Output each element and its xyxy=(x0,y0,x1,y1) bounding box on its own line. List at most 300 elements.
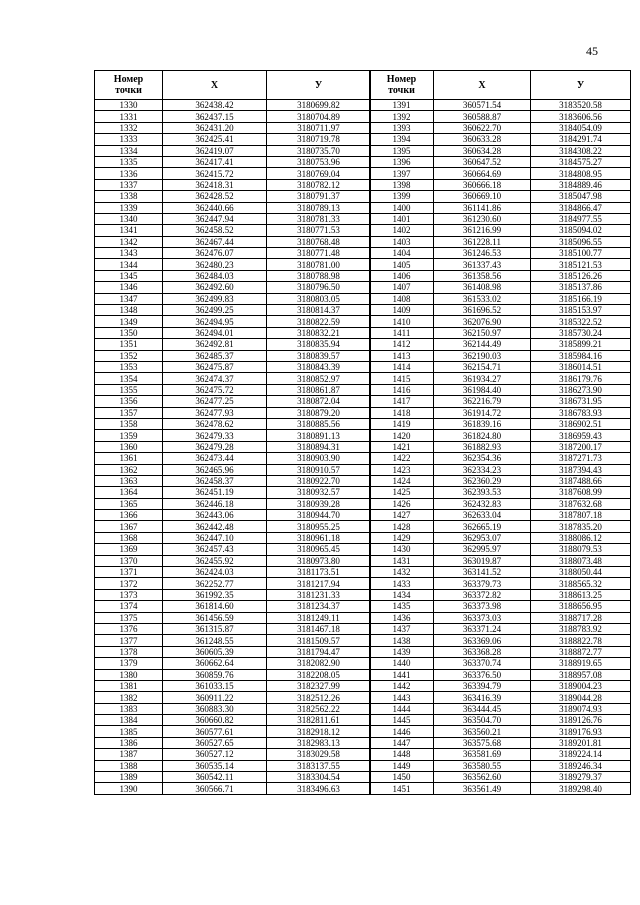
cell-x: 361033.15 xyxy=(163,680,267,691)
cell-x: 362499.25 xyxy=(163,305,267,316)
cell-y: 3180903.90 xyxy=(267,453,371,464)
cell-point-number: 1433 xyxy=(370,578,434,589)
cell-x: 363370.74 xyxy=(434,658,531,669)
table-row xyxy=(95,658,371,669)
table-row xyxy=(370,612,631,623)
cell-point-number: 1449 xyxy=(370,760,434,771)
cell-x: 361141.86 xyxy=(434,202,531,213)
cell-y: 3181467.18 xyxy=(267,623,371,634)
cell-x: 362144.49 xyxy=(434,339,531,350)
cell-point-number: 1337 xyxy=(95,179,163,190)
table-row xyxy=(95,396,371,407)
cell-y: 3180735.70 xyxy=(267,145,371,156)
cell-y: 3181794.47 xyxy=(267,646,371,657)
cell-point-number: 1357 xyxy=(95,407,163,418)
table-row xyxy=(95,646,371,657)
cell-y: 3180704.89 xyxy=(267,111,371,122)
cell-y: 3180791.37 xyxy=(267,191,371,202)
cell-y: 3184291.74 xyxy=(531,134,631,145)
cell-y: 3180891.13 xyxy=(267,430,371,441)
table-row xyxy=(95,692,371,703)
cell-point-number: 1375 xyxy=(95,612,163,623)
cell-y: 3180939.28 xyxy=(267,498,371,509)
table-row xyxy=(370,772,631,783)
cell-point-number: 1431 xyxy=(370,555,434,566)
table-row xyxy=(370,692,631,703)
cell-point-number: 1348 xyxy=(95,305,163,316)
cell-y: 3184808.95 xyxy=(531,168,631,179)
cell-x: 360605.39 xyxy=(163,646,267,657)
table-row xyxy=(95,191,371,202)
table-row xyxy=(95,521,371,532)
cell-x: 362425.41 xyxy=(163,134,267,145)
cell-x: 362431.20 xyxy=(163,122,267,133)
table-row xyxy=(370,453,631,464)
cell-point-number: 1422 xyxy=(370,453,434,464)
cell-point-number: 1414 xyxy=(370,361,434,372)
cell-x: 360883.30 xyxy=(163,703,267,714)
cell-x: 362428.52 xyxy=(163,191,267,202)
cell-x: 363373.03 xyxy=(434,612,531,623)
cell-y: 3182327.99 xyxy=(267,680,371,691)
cell-y: 3185121.53 xyxy=(531,259,631,270)
cell-x: 361934.27 xyxy=(434,373,531,384)
cell-point-number: 1427 xyxy=(370,510,434,521)
cell-x: 362995.97 xyxy=(434,544,531,555)
cell-y: 3186273.90 xyxy=(531,384,631,395)
cell-y: 3180861.87 xyxy=(267,384,371,395)
cell-x: 361992.35 xyxy=(163,589,267,600)
table-row xyxy=(370,418,631,429)
cell-x: 363416.39 xyxy=(434,692,531,703)
cell-y: 3180769.04 xyxy=(267,168,371,179)
cell-y: 3188919.65 xyxy=(531,658,631,669)
cell-point-number: 1392 xyxy=(370,111,434,122)
cell-y: 3188872.77 xyxy=(531,646,631,657)
cell-x: 362442.48 xyxy=(163,521,267,532)
cell-y: 3180885.56 xyxy=(267,418,371,429)
cell-point-number: 1345 xyxy=(95,270,163,281)
cell-point-number: 1367 xyxy=(95,521,163,532)
cell-point-number: 1429 xyxy=(370,532,434,543)
cell-y: 3180961.18 xyxy=(267,532,371,543)
coordinates-table-right xyxy=(369,70,631,795)
table-row xyxy=(95,407,371,418)
table-row xyxy=(370,715,631,726)
cell-point-number: 1351 xyxy=(95,339,163,350)
cell-y: 3180922.70 xyxy=(267,475,371,486)
cell-point-number: 1390 xyxy=(95,783,163,794)
cell-x: 362953.07 xyxy=(434,532,531,543)
cell-y: 3189224.14 xyxy=(531,749,631,760)
cell-y: 3187608.99 xyxy=(531,487,631,498)
table-body-right xyxy=(370,100,631,795)
cell-x: 361358.56 xyxy=(434,270,531,281)
cell-y: 3185096.55 xyxy=(531,236,631,247)
header-point-line2: точки xyxy=(388,85,415,96)
header-point-line2: точки xyxy=(115,85,142,96)
cell-y: 3186014.51 xyxy=(531,361,631,372)
table-row xyxy=(370,248,631,259)
table-row xyxy=(370,578,631,589)
cell-point-number: 1415 xyxy=(370,373,434,384)
cell-y: 3183520.58 xyxy=(531,100,631,111)
cell-point-number: 1386 xyxy=(95,737,163,748)
cell-point-number: 1409 xyxy=(370,305,434,316)
cell-x: 362665.19 xyxy=(434,521,531,532)
cell-x: 363562.60 xyxy=(434,772,531,783)
cell-y: 3187632.68 xyxy=(531,498,631,509)
cell-x: 363376.50 xyxy=(434,669,531,680)
cell-y: 3184308.22 xyxy=(531,145,631,156)
cell-y: 3187394.43 xyxy=(531,464,631,475)
cell-y: 3181217.94 xyxy=(267,578,371,589)
cell-x: 361814.60 xyxy=(163,601,267,612)
table-row xyxy=(95,726,371,737)
cell-point-number: 1405 xyxy=(370,259,434,270)
cell-point-number: 1424 xyxy=(370,475,434,486)
table-row xyxy=(370,145,631,156)
cell-x: 362447.10 xyxy=(163,532,267,543)
cell-x: 360662.64 xyxy=(163,658,267,669)
cell-point-number: 1382 xyxy=(95,692,163,703)
cell-point-number: 1420 xyxy=(370,430,434,441)
table-row xyxy=(370,658,631,669)
table-row xyxy=(370,134,631,145)
table-row xyxy=(95,601,371,612)
cell-x: 362334.23 xyxy=(434,464,531,475)
cell-point-number: 1425 xyxy=(370,487,434,498)
cell-point-number: 1437 xyxy=(370,623,434,634)
table-row xyxy=(370,589,631,600)
table-row xyxy=(370,270,631,281)
table-row xyxy=(95,669,371,680)
table-row xyxy=(95,589,371,600)
table-row xyxy=(95,248,371,259)
table-row xyxy=(95,339,371,350)
table-row xyxy=(370,669,631,680)
header-point-line1: Номер xyxy=(113,74,144,85)
cell-point-number: 1365 xyxy=(95,498,163,509)
cell-x: 363575.68 xyxy=(434,737,531,748)
cell-y: 3186783.93 xyxy=(531,407,631,418)
cell-y: 3185984.16 xyxy=(531,350,631,361)
table-row xyxy=(95,475,371,486)
cell-y: 3180788.98 xyxy=(267,270,371,281)
cell-x: 362393.53 xyxy=(434,487,531,498)
table-row xyxy=(95,715,371,726)
cell-y: 3187200.17 xyxy=(531,441,631,452)
cell-x: 362458.52 xyxy=(163,225,267,236)
cell-x: 360527.12 xyxy=(163,749,267,760)
cell-x: 360622.70 xyxy=(434,122,531,133)
cell-y: 3185899.21 xyxy=(531,339,631,350)
cell-x: 361315.87 xyxy=(163,623,267,634)
cell-x: 363372.82 xyxy=(434,589,531,600)
cell-x: 362437.15 xyxy=(163,111,267,122)
cell-y: 3189044.28 xyxy=(531,692,631,703)
cell-x: 361839.16 xyxy=(434,418,531,429)
cell-x: 360571.54 xyxy=(434,100,531,111)
cell-y: 3184889.46 xyxy=(531,179,631,190)
cell-y: 3180843.39 xyxy=(267,361,371,372)
cell-x: 361230.60 xyxy=(434,213,531,224)
cell-x: 362150.97 xyxy=(434,327,531,338)
cell-point-number: 1359 xyxy=(95,430,163,441)
cell-y: 3188822.78 xyxy=(531,635,631,646)
table-row xyxy=(95,510,371,521)
table-row xyxy=(370,635,631,646)
cell-y: 3182082.90 xyxy=(267,658,371,669)
cell-point-number: 1377 xyxy=(95,635,163,646)
cell-x: 363141.52 xyxy=(434,567,531,578)
cell-point-number: 1419 xyxy=(370,418,434,429)
cell-x: 362633.04 xyxy=(434,510,531,521)
cell-x: 362477.25 xyxy=(163,396,267,407)
cell-point-number: 1440 xyxy=(370,658,434,669)
table-row xyxy=(370,156,631,167)
cell-y: 3180910.57 xyxy=(267,464,371,475)
cell-y: 3180872.04 xyxy=(267,396,371,407)
table-row xyxy=(370,259,631,270)
cell-point-number: 1354 xyxy=(95,373,163,384)
cell-x: 360859.76 xyxy=(163,669,267,680)
cell-point-number: 1435 xyxy=(370,601,434,612)
cell-point-number: 1448 xyxy=(370,749,434,760)
cell-y: 3182208.05 xyxy=(267,669,371,680)
coordinates-table-left xyxy=(94,70,371,795)
cell-x: 363444.45 xyxy=(434,703,531,714)
table-row xyxy=(95,225,371,236)
cell-y: 3183029.58 xyxy=(267,749,371,760)
cell-point-number: 1432 xyxy=(370,567,434,578)
cell-point-number: 1411 xyxy=(370,327,434,338)
table-row xyxy=(95,122,371,133)
table-row xyxy=(370,407,631,418)
table-row xyxy=(95,737,371,748)
cell-x: 363373.98 xyxy=(434,601,531,612)
cell-y: 3184054.09 xyxy=(531,122,631,133)
table-row xyxy=(370,305,631,316)
cell-point-number: 1398 xyxy=(370,179,434,190)
cell-point-number: 1363 xyxy=(95,475,163,486)
cell-point-number: 1346 xyxy=(95,282,163,293)
table-row xyxy=(370,464,631,475)
cell-point-number: 1410 xyxy=(370,316,434,327)
cell-y: 3188957.08 xyxy=(531,669,631,680)
cell-x: 362360.29 xyxy=(434,475,531,486)
cell-x: 360666.18 xyxy=(434,179,531,190)
cell-y: 3185094.02 xyxy=(531,225,631,236)
cell-point-number: 1428 xyxy=(370,521,434,532)
cell-y: 3180719.78 xyxy=(267,134,371,145)
cell-point-number: 1447 xyxy=(370,737,434,748)
cell-point-number: 1340 xyxy=(95,213,163,224)
cell-y: 3180965.45 xyxy=(267,544,371,555)
cell-point-number: 1445 xyxy=(370,715,434,726)
cell-y: 3184575.27 xyxy=(531,156,631,167)
table-row xyxy=(95,202,371,213)
column-header-x: X xyxy=(163,71,267,100)
cell-point-number: 1378 xyxy=(95,646,163,657)
table-row xyxy=(95,350,371,361)
cell-y: 3188717.28 xyxy=(531,612,631,623)
table-row xyxy=(370,361,631,372)
table-row xyxy=(95,305,371,316)
cell-point-number: 1371 xyxy=(95,567,163,578)
cell-x: 362494.95 xyxy=(163,316,267,327)
cell-x: 362446.18 xyxy=(163,498,267,509)
cell-x: 362455.92 xyxy=(163,555,267,566)
table-row xyxy=(370,749,631,760)
cell-y: 3188565.32 xyxy=(531,578,631,589)
cell-point-number: 1361 xyxy=(95,453,163,464)
cell-y: 3188613.25 xyxy=(531,589,631,600)
cell-x: 362252.77 xyxy=(163,578,267,589)
cell-x: 362443.06 xyxy=(163,510,267,521)
table-row xyxy=(95,293,371,304)
cell-y: 3180803.05 xyxy=(267,293,371,304)
table-row xyxy=(95,111,371,122)
cell-y: 3189176.93 xyxy=(531,726,631,737)
cell-point-number: 1372 xyxy=(95,578,163,589)
cell-point-number: 1381 xyxy=(95,680,163,691)
cell-y: 3185166.19 xyxy=(531,293,631,304)
column-header-y: У xyxy=(267,71,371,100)
table-row xyxy=(370,111,631,122)
cell-y: 3185137.86 xyxy=(531,282,631,293)
cell-point-number: 1397 xyxy=(370,168,434,179)
cell-x: 362458.37 xyxy=(163,475,267,486)
cell-point-number: 1394 xyxy=(370,134,434,145)
table-row xyxy=(95,635,371,646)
table-row xyxy=(95,623,371,634)
cell-point-number: 1336 xyxy=(95,168,163,179)
cell-x: 361696.52 xyxy=(434,305,531,316)
cell-point-number: 1380 xyxy=(95,669,163,680)
cell-point-number: 1368 xyxy=(95,532,163,543)
cell-y: 3189201.81 xyxy=(531,737,631,748)
cell-y: 3187835.20 xyxy=(531,521,631,532)
table-row xyxy=(370,555,631,566)
cell-point-number: 1434 xyxy=(370,589,434,600)
cell-y: 3180973.80 xyxy=(267,555,371,566)
cell-x: 362447.94 xyxy=(163,213,267,224)
cell-x: 363394.79 xyxy=(434,680,531,691)
table-row xyxy=(95,418,371,429)
cell-point-number: 1364 xyxy=(95,487,163,498)
table-row xyxy=(370,544,631,555)
table-row xyxy=(370,168,631,179)
table-row xyxy=(370,339,631,350)
cell-point-number: 1349 xyxy=(95,316,163,327)
cell-x: 363580.55 xyxy=(434,760,531,771)
cell-y: 3182562.22 xyxy=(267,703,371,714)
table-row xyxy=(95,772,371,783)
cell-y: 3180822.59 xyxy=(267,316,371,327)
cell-x: 360633.28 xyxy=(434,134,531,145)
cell-y: 3184977.55 xyxy=(531,213,631,224)
table-row xyxy=(370,384,631,395)
column-header-point-number xyxy=(370,71,434,100)
table-row xyxy=(95,168,371,179)
cell-x: 363369.06 xyxy=(434,635,531,646)
cell-point-number: 1344 xyxy=(95,259,163,270)
cell-point-number: 1388 xyxy=(95,760,163,771)
cell-x: 363561.49 xyxy=(434,783,531,794)
table-row xyxy=(370,532,631,543)
cell-y: 3180789.13 xyxy=(267,202,371,213)
cell-point-number: 1369 xyxy=(95,544,163,555)
cell-point-number: 1426 xyxy=(370,498,434,509)
cell-point-number: 1374 xyxy=(95,601,163,612)
cell-point-number: 1396 xyxy=(370,156,434,167)
cell-y: 3188086.12 xyxy=(531,532,631,543)
cell-point-number: 1446 xyxy=(370,726,434,737)
cell-point-number: 1406 xyxy=(370,270,434,281)
cell-point-number: 1438 xyxy=(370,635,434,646)
table-row xyxy=(95,783,371,794)
table-row xyxy=(95,316,371,327)
cell-point-number: 1408 xyxy=(370,293,434,304)
cell-y: 3180771.53 xyxy=(267,225,371,236)
cell-y: 3181173.51 xyxy=(267,567,371,578)
table-row xyxy=(95,464,371,475)
cell-point-number: 1417 xyxy=(370,396,434,407)
cell-point-number: 1400 xyxy=(370,202,434,213)
cell-y: 3182918.12 xyxy=(267,726,371,737)
cell-point-number: 1407 xyxy=(370,282,434,293)
table-row xyxy=(370,441,631,452)
cell-x: 361824.80 xyxy=(434,430,531,441)
cell-y: 3185730.24 xyxy=(531,327,631,338)
table-row xyxy=(370,179,631,190)
cell-y: 3182811.61 xyxy=(267,715,371,726)
cell-y: 3181234.37 xyxy=(267,601,371,612)
cell-point-number: 1331 xyxy=(95,111,163,122)
cell-y: 3189004.23 xyxy=(531,680,631,691)
column-header-y: У xyxy=(531,71,631,100)
cell-point-number: 1416 xyxy=(370,384,434,395)
cell-y: 3180753.96 xyxy=(267,156,371,167)
cell-point-number: 1439 xyxy=(370,646,434,657)
cell-x: 360634.28 xyxy=(434,145,531,156)
table-row xyxy=(370,703,631,714)
table-row xyxy=(95,544,371,555)
cell-y: 3183606.56 xyxy=(531,111,631,122)
cell-y: 3189074.93 xyxy=(531,703,631,714)
cell-point-number: 1385 xyxy=(95,726,163,737)
table-row xyxy=(95,578,371,589)
table-row xyxy=(370,236,631,247)
cell-y: 3182983.13 xyxy=(267,737,371,748)
cell-point-number: 1391 xyxy=(370,100,434,111)
table-row xyxy=(370,396,631,407)
cell-x: 360542.11 xyxy=(163,772,267,783)
cell-point-number: 1412 xyxy=(370,339,434,350)
cell-y: 3187807.18 xyxy=(531,510,631,521)
cell-point-number: 1358 xyxy=(95,418,163,429)
cell-y: 3180944.70 xyxy=(267,510,371,521)
cell-x: 362499.83 xyxy=(163,293,267,304)
cell-y: 3180771.48 xyxy=(267,248,371,259)
cell-point-number: 1362 xyxy=(95,464,163,475)
cell-x: 361337.43 xyxy=(434,259,531,270)
cell-y: 3180852.97 xyxy=(267,373,371,384)
table-row xyxy=(370,213,631,224)
cell-y: 3180814.37 xyxy=(267,305,371,316)
cell-point-number: 1384 xyxy=(95,715,163,726)
